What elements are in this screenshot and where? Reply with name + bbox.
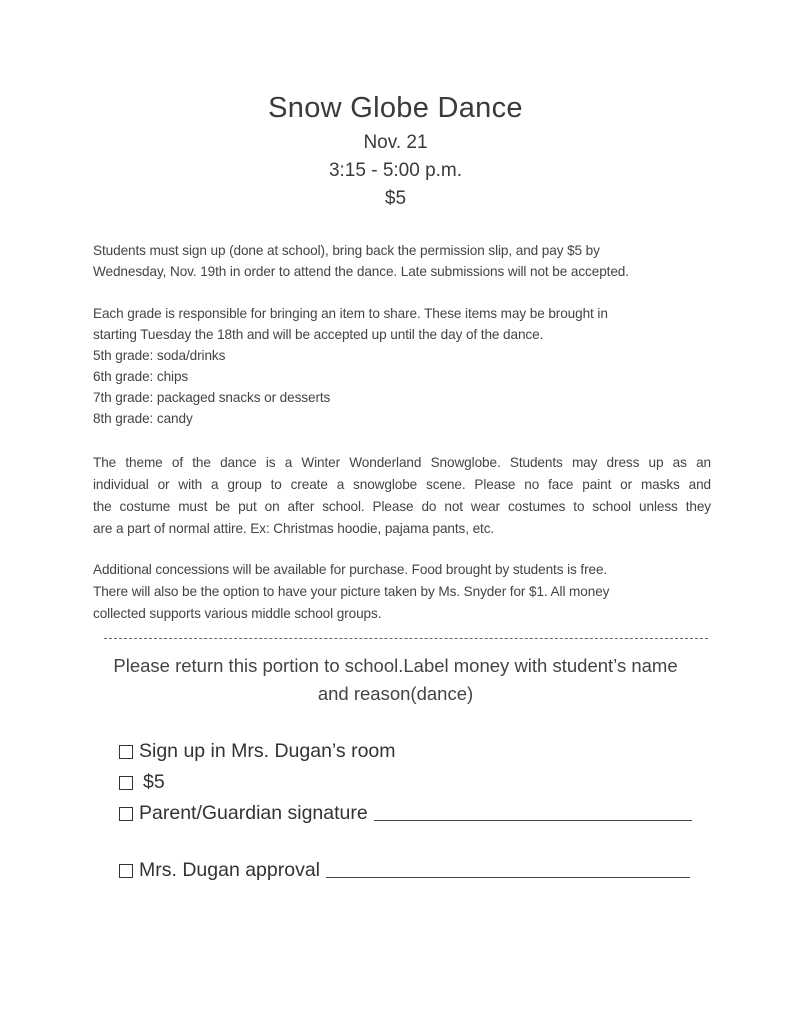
event-time: 3:15 - 5:00 p.m. <box>328 160 463 181</box>
event-date: Nov. 21 <box>363 132 428 153</box>
checkbox-icon[interactable] <box>119 776 133 790</box>
grade-item: 5th grade: soda/drinks <box>93 348 226 363</box>
signature-line[interactable] <box>374 806 692 821</box>
checklist-label: Parent/Guardian signature <box>139 802 368 824</box>
text-line: Additional concessions will be available for purchase. Food brought by students is free. <box>93 562 608 577</box>
approval-line[interactable] <box>326 863 690 878</box>
page-title: Snow Globe Dance <box>268 92 523 124</box>
checkbox-icon[interactable] <box>119 864 133 878</box>
checklist-item-signup <box>119 740 396 763</box>
text-line: Wednesday, Nov. 19th in order to attend the dance. Late submissions will not be accepted. <box>93 264 629 279</box>
text-line: collected supports various middle school groups. <box>93 606 382 621</box>
text-line: starting Tuesday the 18th and will be accepted up until the day of the dance. <box>93 327 544 342</box>
checkbox-icon[interactable] <box>119 807 133 821</box>
cut-line-divider <box>104 628 708 639</box>
checklist-label: $5 <box>143 771 165 793</box>
text-line: There will also be the option to have your picture taken by Ms. Snyder for $1. All money <box>93 584 610 599</box>
checkbox-icon[interactable] <box>119 745 133 759</box>
return-instructions: and reason(dance) <box>317 683 474 704</box>
text-line: the costume must be put on after school. Please do not wear costumes to school unless they <box>93 499 711 514</box>
grade-item: 8th grade: candy <box>93 411 193 426</box>
text-line: individual or with a group to create a snowglobe scene. Please no face paint or masks and <box>93 477 711 492</box>
event-price: $5 <box>384 188 407 209</box>
text-line: The theme of the dance is a Winter Wonderland Snowglobe. Students may dress up as an <box>93 455 711 470</box>
text-line: are a part of normal attire. Ex: Christmas hoodie, pajama pants, etc. <box>93 521 495 536</box>
return-instructions: Please return this portion to school.Label money with student’s name <box>113 655 678 676</box>
checklist-item-parent-signature <box>119 802 692 825</box>
checklist-label: Mrs. Dugan approval <box>139 859 321 881</box>
checklist-label: Sign up in Mrs. Dugan’s room <box>139 740 396 762</box>
text-line: Students must sign up (done at school), bring back the permission slip, and pay $5 by <box>93 243 600 258</box>
checklist-item-approval <box>119 859 690 882</box>
grade-item: 7th grade: packaged snacks or desserts <box>93 390 331 405</box>
grade-item: 6th grade: chips <box>93 369 189 384</box>
text-line: Each grade is responsible for bringing an item to share. These items may be brought in <box>93 306 608 321</box>
checklist-item-payment <box>119 771 165 794</box>
